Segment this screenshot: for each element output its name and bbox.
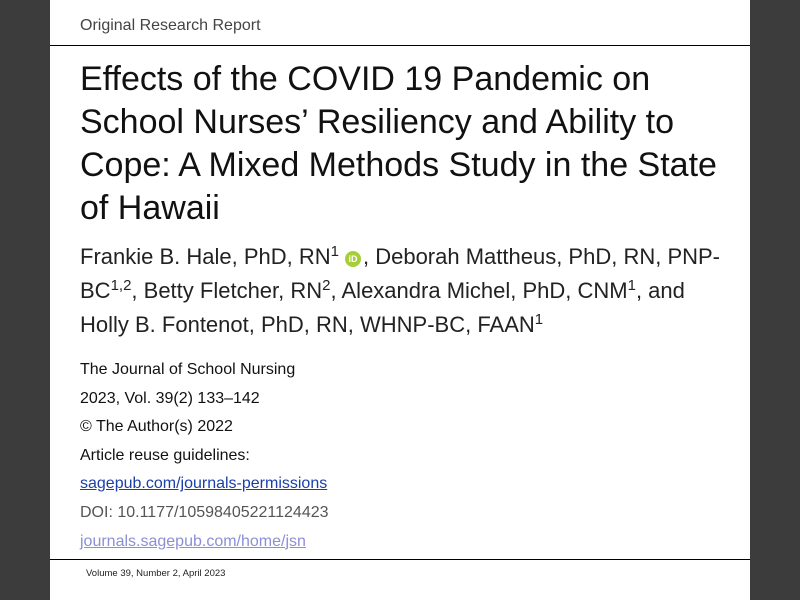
footer-divider (50, 559, 750, 560)
author-name: , Betty Fletcher, RN (131, 278, 323, 303)
author-name: Frankie B. Hale, PhD, RN (80, 244, 331, 269)
copyright-notice: © The Author(s) 2022 (80, 418, 233, 436)
header-divider (50, 45, 750, 46)
journal-info (80, 356, 680, 556)
affiliation-sup: 1 (534, 311, 544, 328)
reuse-permissions-link[interactable]: sagepub.com/journals-permissions (80, 475, 328, 493)
affiliation-sup: 1,2 (110, 277, 132, 294)
author-name: , and Holly B. Fontenot, PhD, RN, WHNP-BC, FAAN (80, 278, 685, 337)
affiliation-sup: 1 (330, 243, 339, 260)
doi-text: DOI: 10.1177/10598405221124423 (80, 503, 329, 521)
author-name: , Alexandra Michel, PhD, CNM (330, 278, 628, 303)
journal-name: The Journal of School Nursing (80, 361, 296, 378)
affiliation-sup: 1 (627, 277, 636, 294)
article-title: Effects of the COVID 19 Pandemic on School Nurses’ Resiliency and Ability to Cope: A Mixed Methods Study in the State of Hawaii (80, 60, 717, 227)
article-type-label: Original Research Report (80, 17, 261, 34)
issue-footer: Volume 39, Number 2, April 2023 (86, 568, 226, 579)
journal-volume: 2023, Vol. 39(2) 133–142 (80, 389, 260, 407)
author-list (80, 240, 730, 342)
orcid-icon[interactable]: iD (345, 251, 361, 267)
affiliation-sup: 2 (322, 277, 331, 294)
reuse-label: Article reuse guidelines: (80, 446, 250, 464)
article-page (50, 0, 750, 600)
journal-home-link[interactable]: journals.sagepub.com/home/jsn (80, 532, 306, 550)
author-name: , Deborah Mattheus, PhD, RN, PNP-BC (80, 244, 721, 303)
